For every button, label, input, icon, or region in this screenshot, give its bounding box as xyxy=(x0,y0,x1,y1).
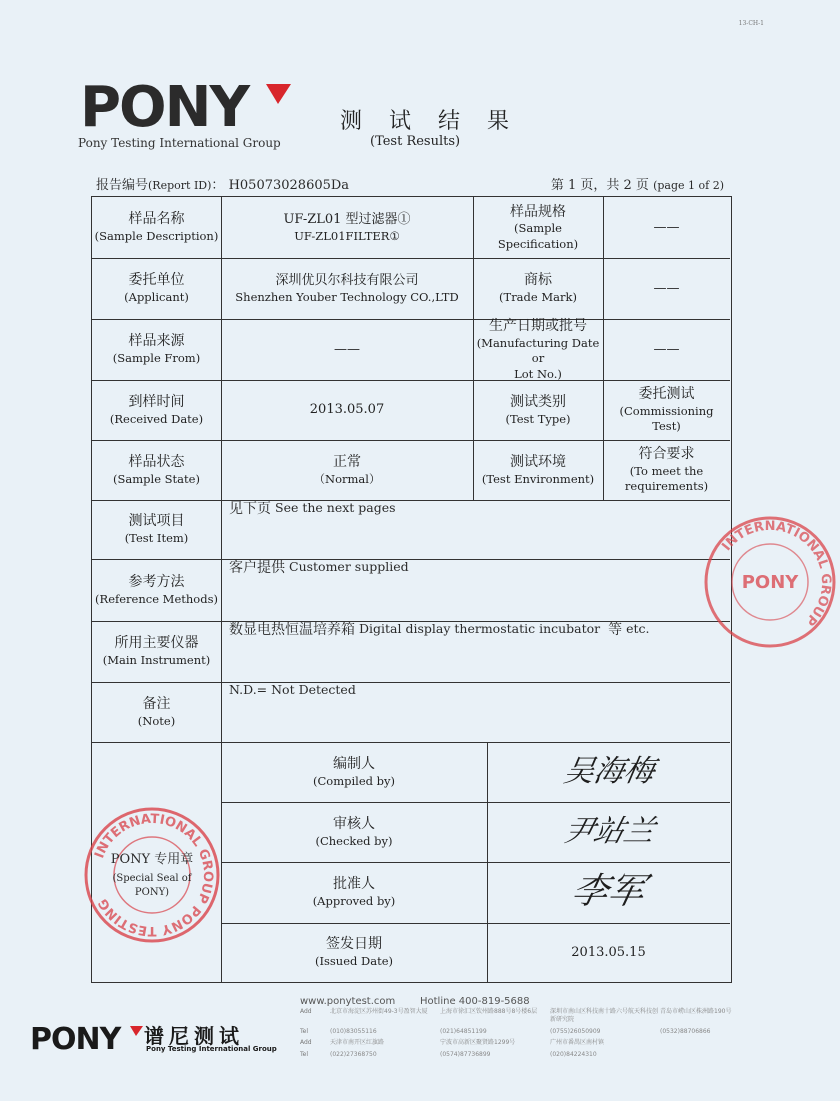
label-trade-mark: 商标 (Trade Mark) xyxy=(499,272,577,305)
svg-text:PONY: PONY xyxy=(30,1022,121,1057)
footer-brand-en: Pony Testing International Group xyxy=(146,1045,277,1053)
footer-col3-tel2: (020)84224310 xyxy=(550,1051,597,1059)
pony-edge-seal xyxy=(700,512,834,652)
value-issued-date: 2013.05.15 xyxy=(571,944,646,960)
signature-approved: 李军 xyxy=(568,871,650,913)
value-test-type: 委托测试 (Commissioning Test) xyxy=(619,386,714,434)
label-test-item: 测试项目 (Test Item) xyxy=(124,513,189,546)
value-sample-description: UF-ZL01 型过滤器① UF-ZL01FILTER① xyxy=(283,211,411,243)
value-reference-methods: 客户提供 Customer supplied xyxy=(229,559,409,576)
label-sample-state: 样品状态 (Sample State) xyxy=(113,453,200,486)
footer-brand-cn: 谱尼测试 xyxy=(144,1024,244,1048)
svg-text:INTERNATIONAL GROUP PONY TESTI: INTERNATIONAL GROUP PONY TESTING xyxy=(92,811,216,939)
value-sample-specification: —— xyxy=(653,219,680,235)
label-sample-from: 样品来源 (Sample From) xyxy=(112,333,201,366)
label-test-environment: 测试环境 (Test Environment) xyxy=(481,453,595,486)
footer-hotline: Hotline 400-819-5688 xyxy=(420,996,530,1007)
footer-col2-add2: 宁波市高新区聚贤路1299号 xyxy=(440,1039,516,1047)
footer-col3-add2: 广州市番禺区南村镇 xyxy=(550,1039,605,1047)
value-main-instrument: 数显电热恒温培养箱 Digital display thermostatic incubator 等 etc. xyxy=(229,621,650,638)
pony-special-seal xyxy=(82,805,222,945)
report-id-label-zh: 报告编号 xyxy=(96,178,149,193)
svg-text:PONY: PONY xyxy=(80,75,249,140)
brand-subtitle: Pony Testing International Group xyxy=(78,136,281,150)
value-note: N.D.= Not Detected xyxy=(229,682,356,697)
value-received-date: 2013.05.07 xyxy=(309,402,385,418)
value-test-environment: 符合要求 (To meet the requirements) xyxy=(624,446,709,494)
footer-col1-add2: 天津市南开区红旗路 xyxy=(330,1039,385,1047)
footer-add-label: Add xyxy=(300,1008,312,1015)
footer-col2-add: 上海市徐汇区钦州路888号8号楼6层 xyxy=(440,1008,538,1015)
label-manufacturing-date: 生产日期或批号 (Manufacturing Date or Lot No.) xyxy=(476,317,600,381)
label-sample-specification: 样品规格 (Sample Specification) xyxy=(497,203,579,251)
page-title: 测 试 结 果 xyxy=(340,109,519,134)
value-sample-from: —— xyxy=(334,341,360,357)
footer-col3-add: 深圳市南山区科技南十路六号航天科技创新研究院 xyxy=(550,1008,659,1023)
value-trade-mark: —— xyxy=(653,280,680,296)
label-note: 备注 (Note) xyxy=(137,695,176,728)
footer-website: www.ponytest.com xyxy=(300,996,396,1007)
svg-text:(Special Seal of: (Special Seal of xyxy=(112,873,192,884)
footer-pony-logo xyxy=(30,1022,144,1057)
value-sample-state: 正常 （Normal） xyxy=(313,453,381,486)
label-sample-description: 样品名称 (Sample Description) xyxy=(94,211,219,244)
footer-add-label-2: Add xyxy=(300,1039,312,1047)
footer-tel-label: Tel xyxy=(300,1027,309,1035)
svg-text:PONY 专用章: PONY 专用章 xyxy=(110,852,194,867)
label-main-instrument: 所用主要仪器 (Main Instrument) xyxy=(102,635,211,668)
footer-col1-add: 北京市海淀区苏州街49-3号盈智大厦 xyxy=(330,1008,428,1015)
footer-col3-tel: (0755)26050909 xyxy=(550,1027,601,1035)
footer-addresses xyxy=(300,1008,770,1074)
page-title-en: (Test Results) xyxy=(370,134,461,149)
label-issued-date: 签发日期 (Issued Date) xyxy=(314,936,394,969)
report-id-value: H05073028605Da xyxy=(228,178,350,193)
footer-col4-add: 青岛市崂山区株洲路190号 xyxy=(660,1008,732,1015)
footer-col1-tel: (010)83055116 xyxy=(330,1027,377,1035)
signature-checked: 尹站兰 xyxy=(559,813,659,849)
svg-text:PONY: PONY xyxy=(741,572,799,593)
page-indicator xyxy=(551,174,724,193)
footer-tel-label-2: Tel xyxy=(300,1051,309,1059)
label-applicant: 委托单位 (Applicant) xyxy=(124,272,189,305)
svg-text:PONY): PONY) xyxy=(134,887,170,898)
footer-col2-tel2: (0574)87736899 xyxy=(440,1051,491,1059)
value-manufacturing-date: —— xyxy=(653,341,680,357)
report-id-label-en: (Report ID) xyxy=(148,179,212,192)
footer-col4-tel: (0532)88706866 xyxy=(660,1027,711,1035)
label-approved-by: 批准人 (Approved by) xyxy=(312,876,396,909)
signature-compiled: 吴海梅 xyxy=(560,753,657,789)
label-received-date: 到样时间 (Received Date) xyxy=(109,393,204,426)
page-indicator-zh: 第 1 页，共 2 页 xyxy=(550,178,649,193)
svg-text:INTERNATIONAL GROUP: INTERNATIONAL GROUP xyxy=(719,518,834,629)
footer-col2-tel: (021)64851199 xyxy=(440,1027,487,1035)
label-compiled-by: 编制人 (Compiled by) xyxy=(313,755,395,788)
footer-col1-tel2: (022)27368750 xyxy=(330,1051,377,1059)
pony-logo xyxy=(80,75,292,140)
report-id-line xyxy=(96,174,349,193)
page-indicator-en: (page 1 of 2) xyxy=(653,179,724,192)
label-reference-methods: 参考方法 (Reference Methods) xyxy=(95,573,218,606)
label-test-type: 测试类别 (Test Type) xyxy=(505,393,571,426)
document-code: 13-CH-1 xyxy=(738,20,764,27)
report-id-separator: ： xyxy=(211,178,225,193)
value-test-item: 见下页 See the next pages xyxy=(229,500,396,517)
value-applicant: 深圳优贝尔科技有限公司 Shenzhen Youber Technology CO.,LTD xyxy=(235,272,459,304)
label-checked-by: 审核人 (Checked by) xyxy=(315,815,393,848)
